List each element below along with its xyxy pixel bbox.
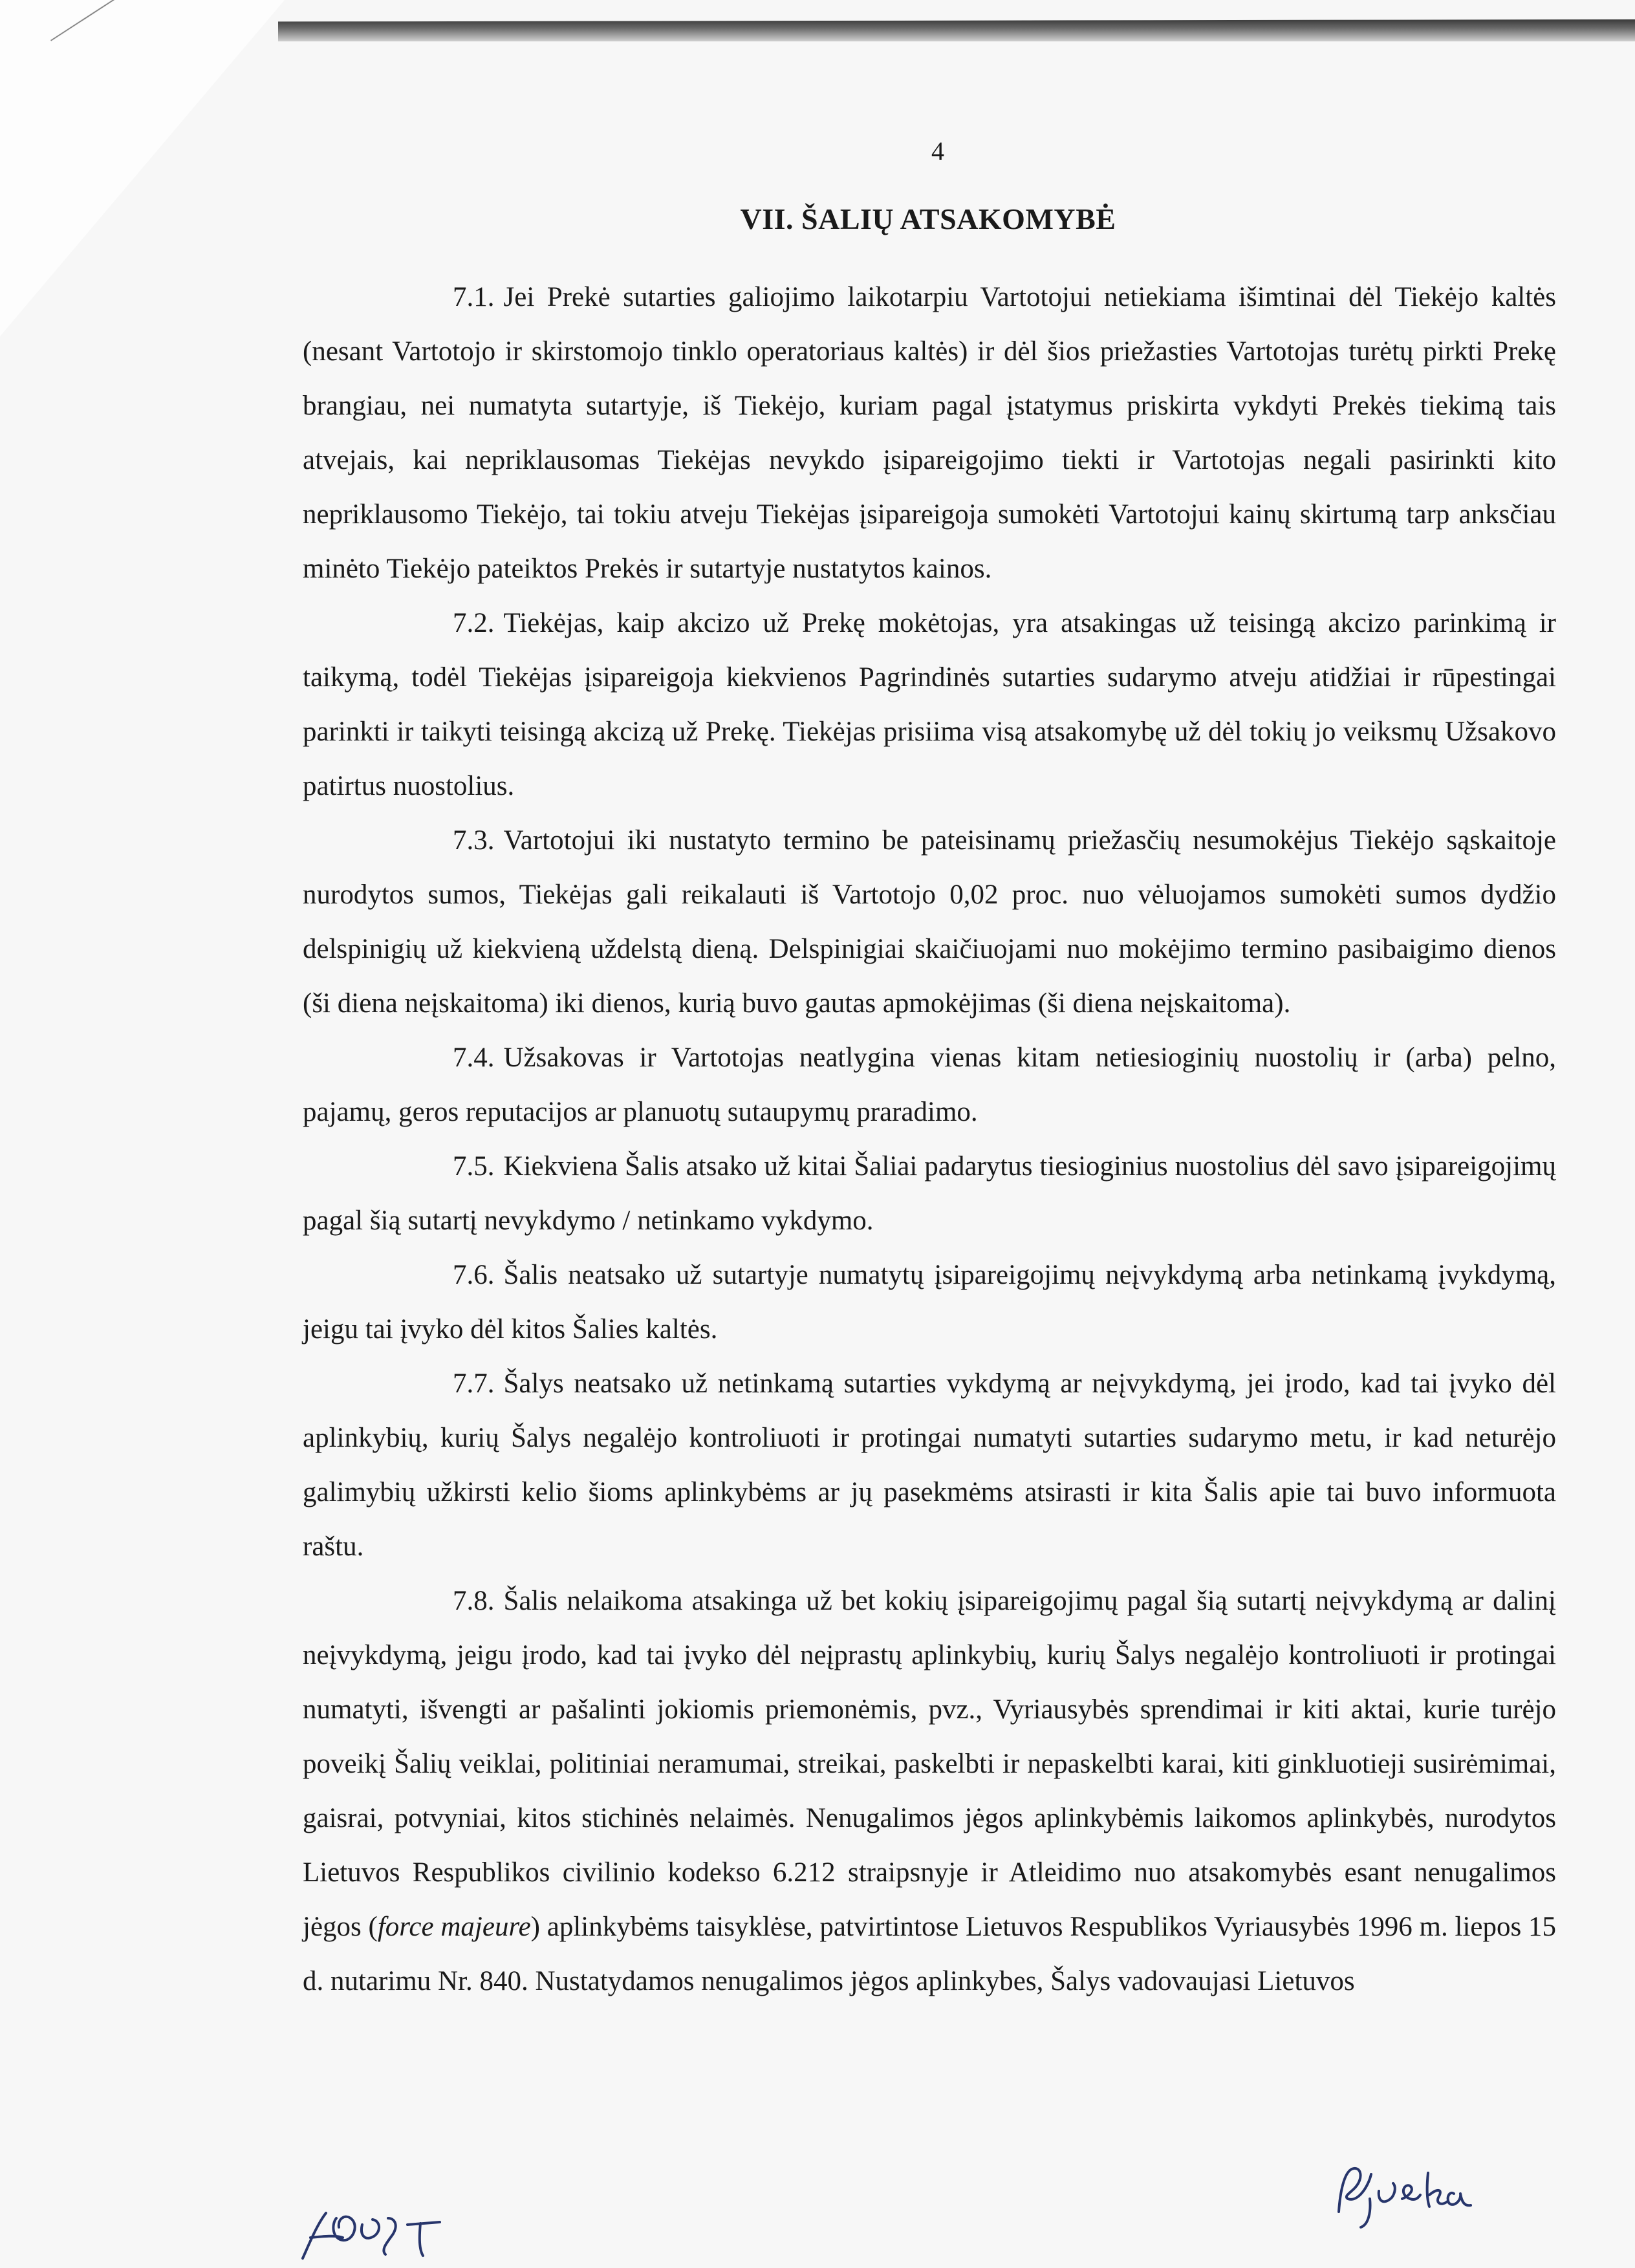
- paragraph-text: Šalys neatsako už netinkamą sutarties vykdymą ar neįvykdymą, jei įrodo, kad tai įvyko dėl aplinkybių, kurių Šalys negalėjo kontroliuoti ir protingai numatyti sutarties sudarymo metu, ir kad neturėjo galimybių užkirsti kelio šioms aplinkybėms ar jų pasekmėms atsirasti ir kita Šalis apie tai buvo informuota raštu.: [303, 1368, 1556, 1562]
- paragraph-text: Šalis nelaikoma atsakinga už bet kokių įsipareigojimų pagal šią sutartį neįvykdymą ar dalinį neįvykdymą, jeigu įrodo, kad tai įvyko dėl neįprastų aplinkybių, kurių Šalys negalėjo kontroliuoti ir protingai numatyti, išvengti ar pašalinti jokiomis priemonėmis, pvz., Vyriausybės sprendimai ir kiti aktai, kurie turėjo poveikį Šalių veiklai, politiniai neramumai, streikai, paskelbti ir nepaskelbti karai, kiti ginkluotieji susirėmimai, gaisrai, potvyniai, kitos stichinės nelaimės. Nenugalimos jėgos aplinkybėmis laikomos aplinkybės, nurodytos Lietuvos Respublikos civilinio kodekso 6.212 straipsnyje ir Atleidimo nuo atsakomybės esant nenugalimos jėgos (: [303, 1586, 1556, 1942]
- paragraph-number: 7.6.: [453, 1260, 495, 1290]
- section-heading: VII. ŠALIŲ ATSAKOMYBĖ: [740, 202, 1116, 235]
- handwritten-signature-right: [1332, 2160, 1513, 2231]
- document-body: [303, 270, 1556, 2009]
- paragraph-7-7: [303, 1357, 1556, 1574]
- paragraph-number: 7.7.: [453, 1368, 495, 1399]
- paragraph-number: 7.3.: [453, 825, 495, 856]
- scan-corner-shadow: [0, 0, 285, 336]
- paragraph-7-3: [303, 814, 1556, 1031]
- scan-top-edge: [278, 19, 1635, 41]
- paragraph-7-4: [303, 1031, 1556, 1139]
- paragraph-text: Užsakovas ir Vartotojas neatlygina vienas kitam netiesioginių nuostolių ir (arba) pelno, pajamų, geros reputacijos ar planuotų sutaupymų praradimo.: [303, 1042, 1556, 1127]
- paragraph-text: Kiekviena Šalis atsako už kitai Šaliai padarytus tiesioginius nuostolius dėl savo įsipareigojimų pagal šią sutartį nevykdymo / netinkamo vykdymo.: [303, 1151, 1556, 1236]
- italic-term: force majeure: [377, 1912, 531, 1942]
- paragraph-number: 7.5.: [453, 1151, 495, 1182]
- paragraph-7-8: [303, 1574, 1556, 2009]
- paragraph-text: Tiekėjas, kaip akcizo už Prekę mokėtojas, yra atsakingas už teisingą akcizo parinkimą ir taikymą, todėl Tiekėjas įsipareigoja kiekvienos Pagrindinės sutarties sudarymo atveju atidžiai ir rūpestingai parinkti ir taikyti teisingą akcizą už Prekę. Tiekėjas prisiima visą atsakomybę už dėl tokių jo veiksmų Užsakovo patirtus nuostolius.: [303, 608, 1556, 801]
- page-number: 4: [931, 136, 944, 166]
- paragraph-7-2: [303, 596, 1556, 814]
- paragraph-number: 7.2.: [453, 608, 495, 638]
- paragraph-number: 7.1.: [453, 282, 495, 312]
- paragraph-7-5: [303, 1139, 1556, 1248]
- paragraph-7-1: [303, 270, 1556, 596]
- paragraph-text: Jei Prekė sutarties galiojimo laikotarpiu Vartotojui netiekiama išimtinai dėl Tiekėjo kaltės (nesant Vartotojo ir skirstomojo tinklo operatoriaus kaltės) ir dėl šios priežasties Vartotojas turėtų pirkti Prekę brangiau, nei numatyta sutartyje, iš Tiekėjo, kuriam pagal įstatymus priskirta vykdyti Prekės tiekimą tais atvejais, kai nepriklausomas Tiekėjas nevykdo įsipareigojimo tiekti ir Vartotojas negali pasirinkti kito nepriklausomo Tiekėjo, tai tokiu atveju Tiekėjas įsipareigoja sumokėti Vartotojui kainų skirtumą tarp anksčiau minėto Tiekėjo pateiktos Prekės ir sutartyje nustatytos kainos.: [303, 282, 1556, 584]
- paragraph-text: Šalis neatsako už sutartyje numatytų įsipareigojimų neįvykdymą arba netinkamą įvykdymą, jeigu tai įvyko dėl kitos Šalies kaltės.: [303, 1260, 1556, 1345]
- paragraph-7-6: [303, 1248, 1556, 1357]
- paragraph-text-continued: ) aplinkybėms taisyklėse, patvirtintose Lietuvos Respublikos Vyriausybės 1996 m. liepos 15 d. nutarimu Nr. 840. Nustatydamos nenugalimos jėgos aplinkybes, Šalys vadovaujasi Lietuvos: [303, 1912, 1556, 1996]
- paragraph-text: Vartotojui iki nustatyto termino be pateisinamų priežasčių nesumokėjus Tiekėjo sąskaitoje nurodytos sumos, Tiekėjas gali reikalauti iš Vartotojo 0,02 proc. nuo vėluojamos sumokėti sumos dydžio delspinigių už kiekvieną uždelstą dieną. Delspinigiai skaičiuojami nuo mokėjimo termino pasibaigimo dienos (ši diena neįskaitoma) iki dienos, kurią buvo gautas apmokėjimas (ši diena neįskaitoma).: [303, 825, 1556, 1019]
- paragraph-number: 7.8.: [453, 1586, 495, 1616]
- paragraph-number: 7.4.: [453, 1042, 495, 1073]
- handwritten-initials-left: [298, 2199, 492, 2263]
